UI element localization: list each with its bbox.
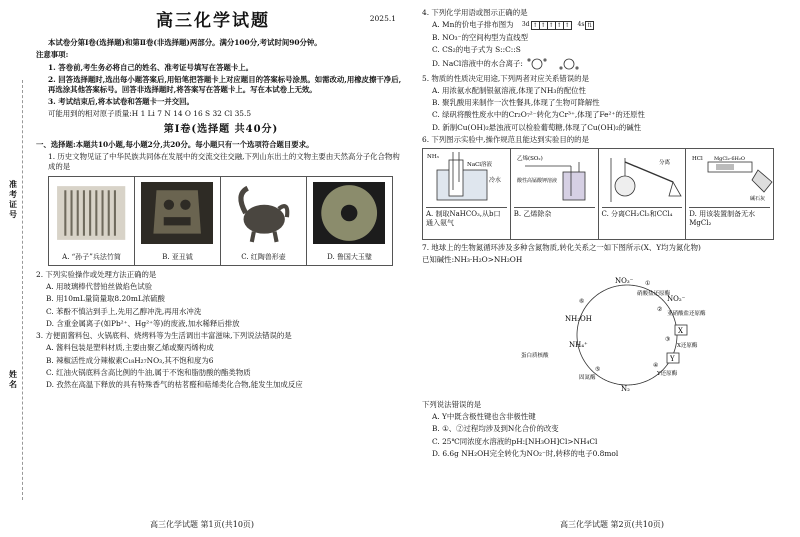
q7-option-b: B. ①、②过程均涉及到N化合价的改变: [432, 424, 559, 434]
q2-option-b: B. 用10mL量筒量取8.20mL浓硫酸: [46, 294, 165, 304]
q1-option-a-cell: [49, 177, 135, 265]
node-nh4: NH₄⁺: [569, 341, 588, 350]
orbital-box: ⇅: [587, 21, 593, 29]
label-mgcl2: MgCl₂·6H₂O: [714, 155, 746, 162]
label-nh3: NH₃: [427, 153, 439, 160]
q2-stem: 2. 下列实验操作或处理方法正确的是: [36, 269, 157, 279]
q4-option-c: C. CS₂的电子式为 S::C::S: [432, 44, 521, 54]
notes-title: 注意事项:: [36, 50, 69, 60]
q3-option-b: B. 辣椒活性成分辣椒素C₁₈H₂₇NO₃,其不饱和度为6: [46, 355, 214, 365]
orbital-diagram: [522, 21, 595, 30]
q7-option-a: A. Y中既含极性键也含非极性键: [432, 412, 536, 422]
label-separate: 分离: [658, 159, 670, 166]
q6-cell-d: [686, 149, 773, 239]
orbital-box: ↑: [548, 21, 554, 29]
orbital-3d-label: 3d: [521, 20, 530, 28]
node-x: X: [678, 327, 683, 336]
hydrated-ion-diagram: [525, 57, 585, 71]
q3-option-d: D. 孜然在高温下释放的具有特殊香气的枯茗醛和萜烯类化合物,能发生加成反应: [46, 380, 303, 390]
q5-option-b: B. 聚乳酸用来制作一次性餐具,体现了生物可降解性: [432, 98, 600, 108]
q6-cell-b: [511, 149, 599, 239]
note-1: 1. 答卷前,考生务必将自己的姓名、准考证号填写在答题卡上。: [48, 62, 254, 72]
label-ethylene: 乙烯(SO₂): [516, 155, 543, 162]
q4-option-a: [422, 20, 782, 30]
q1-option-a: A. “孙子”兵法竹简: [62, 252, 121, 261]
step-1: ①: [645, 280, 651, 288]
q6-cell-c: [599, 149, 687, 239]
q3-stem: 3. 方便面酱料包、火锅底料、烧烤料等为生活调出丰富滋味,下列说法错误的是: [36, 331, 292, 341]
orbital-4s-label: 4s: [577, 20, 585, 28]
apparatus-d: [690, 152, 780, 204]
q7-stem: 7. 地球上的生物氮循环涉及多种含氮物质,转化关系之一如下图所示(X、Y均为氮化物): [422, 242, 701, 252]
q4-option-b: B. NO₃⁻的空间构型为直线型: [432, 32, 529, 42]
node-n2: N₂: [621, 385, 630, 394]
apparatus-a: [427, 152, 517, 204]
apparatus-c: [603, 152, 693, 204]
q1-stem: 1. 历史文物见证了中华民族共同体在发展中的交流交往交融,下列山东出土的文物主要由天然高分子化合物构成的是: [48, 152, 400, 172]
exam-date: 2025.1: [369, 14, 396, 23]
enzyme-2: 亚硝酸盐还原酶: [667, 311, 706, 318]
enzyme-5: 固氮酶: [579, 375, 596, 382]
bamboo-slips-image: [55, 182, 127, 244]
step-3: ③: [665, 336, 671, 344]
page-1: [36, 8, 406, 393]
name-label: 姓名: [8, 370, 19, 390]
step-2: ②: [657, 306, 663, 314]
note-3: 3. 考试结束后,将本试卷和答题卡一并交回。: [48, 96, 194, 106]
node-nh2oh: NH₂OH: [565, 315, 592, 324]
q5-option-c: C. 绿矾将酸性废水中的Cr₂O₇²⁻转化为Cr³⁺,体现了Fe²⁺的还原性: [432, 110, 645, 120]
q4-option-a-text: A. Mn的价电子排布图为: [432, 20, 514, 30]
q1-option-c: C. 红陶兽形壶: [241, 252, 286, 261]
label-hcl: HCl: [692, 155, 704, 162]
protein-label: 蛋白质核酸: [521, 353, 549, 360]
enzyme-3: X还原酶: [677, 343, 698, 350]
bronze-axe-image: [141, 182, 213, 244]
q2-option-c: C. 苯酚不慎沾到手上,先用乙醇冲洗,再用水冲洗: [46, 306, 202, 316]
q7-stem-2: 已知碱性:NH₃·H₂O>NH₂OH: [422, 254, 523, 264]
orbital-box: ↑: [540, 21, 546, 29]
q1-option-c-cell: [221, 177, 307, 265]
section-title: 第Ⅰ卷(选择题 共40分): [163, 123, 279, 135]
nitrogen-cycle-diagram: [517, 267, 757, 397]
q4-option-d-text: D. NaCl溶液中的水合离子:: [432, 59, 523, 69]
q7-question: 下列说法错误的是: [422, 399, 482, 409]
q6-option-b: B. 乙烯除杂: [514, 207, 595, 219]
node-y: Y: [670, 355, 675, 364]
q2-option-a: A. 用玻璃棒代替铂丝做焰色试验: [46, 282, 153, 292]
note-2: 2. 回答选择题时,选出每小题答案后,用铅笔把答题卡上对应题目的答案标号涂黑。如需改动,用橡皮擦干净后,再选涂其他答案标号。回答非选择题时,将答案写在答题卡上。写在本试卷上无效。: [48, 74, 402, 94]
apparatus-b: [515, 152, 605, 204]
q5-option-d: D. 新制Cu(OH)₂悬浊液可以检验葡萄糖,体现了Cu(OH)₂的碱性: [432, 122, 642, 132]
q7-option-d: D. 6.6g NH₂OH完全转化为NO₂⁻时,转移的电子0.8mol: [432, 449, 619, 459]
binding-margin: [0, 0, 30, 537]
label-soda-lime: 碱石灰: [750, 195, 766, 202]
label-kmno4: 酸性高锰酸钾溶液: [516, 177, 557, 184]
exam-title: 高三化学试题: [156, 11, 270, 31]
orbital-box: ↑: [556, 21, 562, 29]
q1-option-b-cell: [135, 177, 221, 265]
enzyme-4: Y还原酶: [657, 371, 678, 378]
step-5: ⑤: [595, 366, 601, 374]
step-4: ④: [653, 362, 659, 370]
label-cool-water: 冷水: [489, 176, 502, 184]
jade-disc-image: [313, 182, 385, 244]
step-6: ⑥: [579, 298, 585, 306]
q5-stem: 5. 物质的性质决定用途,下列两者对应关系错误的是: [422, 73, 589, 83]
node-no2: NO₂⁻: [667, 295, 686, 304]
q3-option-c: C. 红油火锅底料含高比例的牛油,属于不饱和脂肪酸的酯类物质: [46, 367, 251, 377]
q7-option-c: C. 25℃同浓度水溶液的pH:[NH₃OH]Cl>NH₄Cl: [432, 436, 598, 446]
section-intro: 一、选择题:本题共10小题,每小题2分,共20分。每小题只有一个选项符合题目要求。: [36, 140, 314, 150]
orbital-box: ↑: [564, 21, 570, 29]
label-nacl: NaCl溶液: [467, 161, 493, 168]
q1-option-d-cell: [307, 177, 392, 265]
q1-option-b: B. 亚丑钺: [162, 252, 193, 261]
pottery-pot-image: [227, 182, 299, 244]
orbital-box: ↑: [532, 21, 538, 29]
q6-option-a: A. 制取NaHCO₃,从b口通入氨气: [426, 207, 507, 228]
q5-option-a: A. 用浓氨水配制银氨溶液,体现了NH₃的配位性: [432, 85, 586, 95]
q4-option-d: [422, 57, 782, 71]
q6-stem: 6. 下列图示实验中,操作规范且能达到实验目的的是: [422, 134, 589, 144]
q6-cell-a: [423, 149, 511, 239]
q4-stem: 4. 下列化学用语或图示正确的是: [422, 8, 528, 17]
q2-option-d: D. 含重金属离子(如Pb²⁺、Hg²⁺等)的废液,加水稀释后排放: [46, 318, 240, 328]
q6-option-c: C. 分离CH₂Cl₂和CCl₄: [602, 207, 683, 219]
footer-page-1: 高三化学试题 第1页(共10页): [150, 520, 255, 529]
page-2: [422, 8, 782, 461]
ticket-number-label: 准考证号: [8, 180, 19, 220]
q1-image-row: [48, 176, 393, 266]
binding-line: [22, 80, 23, 500]
exam-intro: 本试卷分第Ⅰ卷(选择题)和第Ⅱ卷(非选择题)两部分。满分100分,考试时间90分钟。: [48, 38, 322, 47]
atomic-masses: 可能用到的相对原子质量:H 1 Li 7 N 14 O 16 S 32 Cl 35.5: [48, 109, 252, 119]
footer-page-2: 高三化学试题 第2页(共10页): [560, 520, 665, 529]
q6-apparatus-row: [422, 148, 774, 240]
enzyme-1: 硝酸盐还原酶: [637, 291, 671, 298]
q1-option-d: D. 鲁国大玉璧: [327, 252, 372, 261]
q3-option-a: A. 酱料包装是塑料材质,主要由聚乙烯或聚丙烯构成: [46, 343, 214, 353]
node-no3: NO₃⁻: [615, 277, 634, 286]
q6-option-d: D. 用该装置制备无水MgCl₂: [689, 207, 770, 228]
